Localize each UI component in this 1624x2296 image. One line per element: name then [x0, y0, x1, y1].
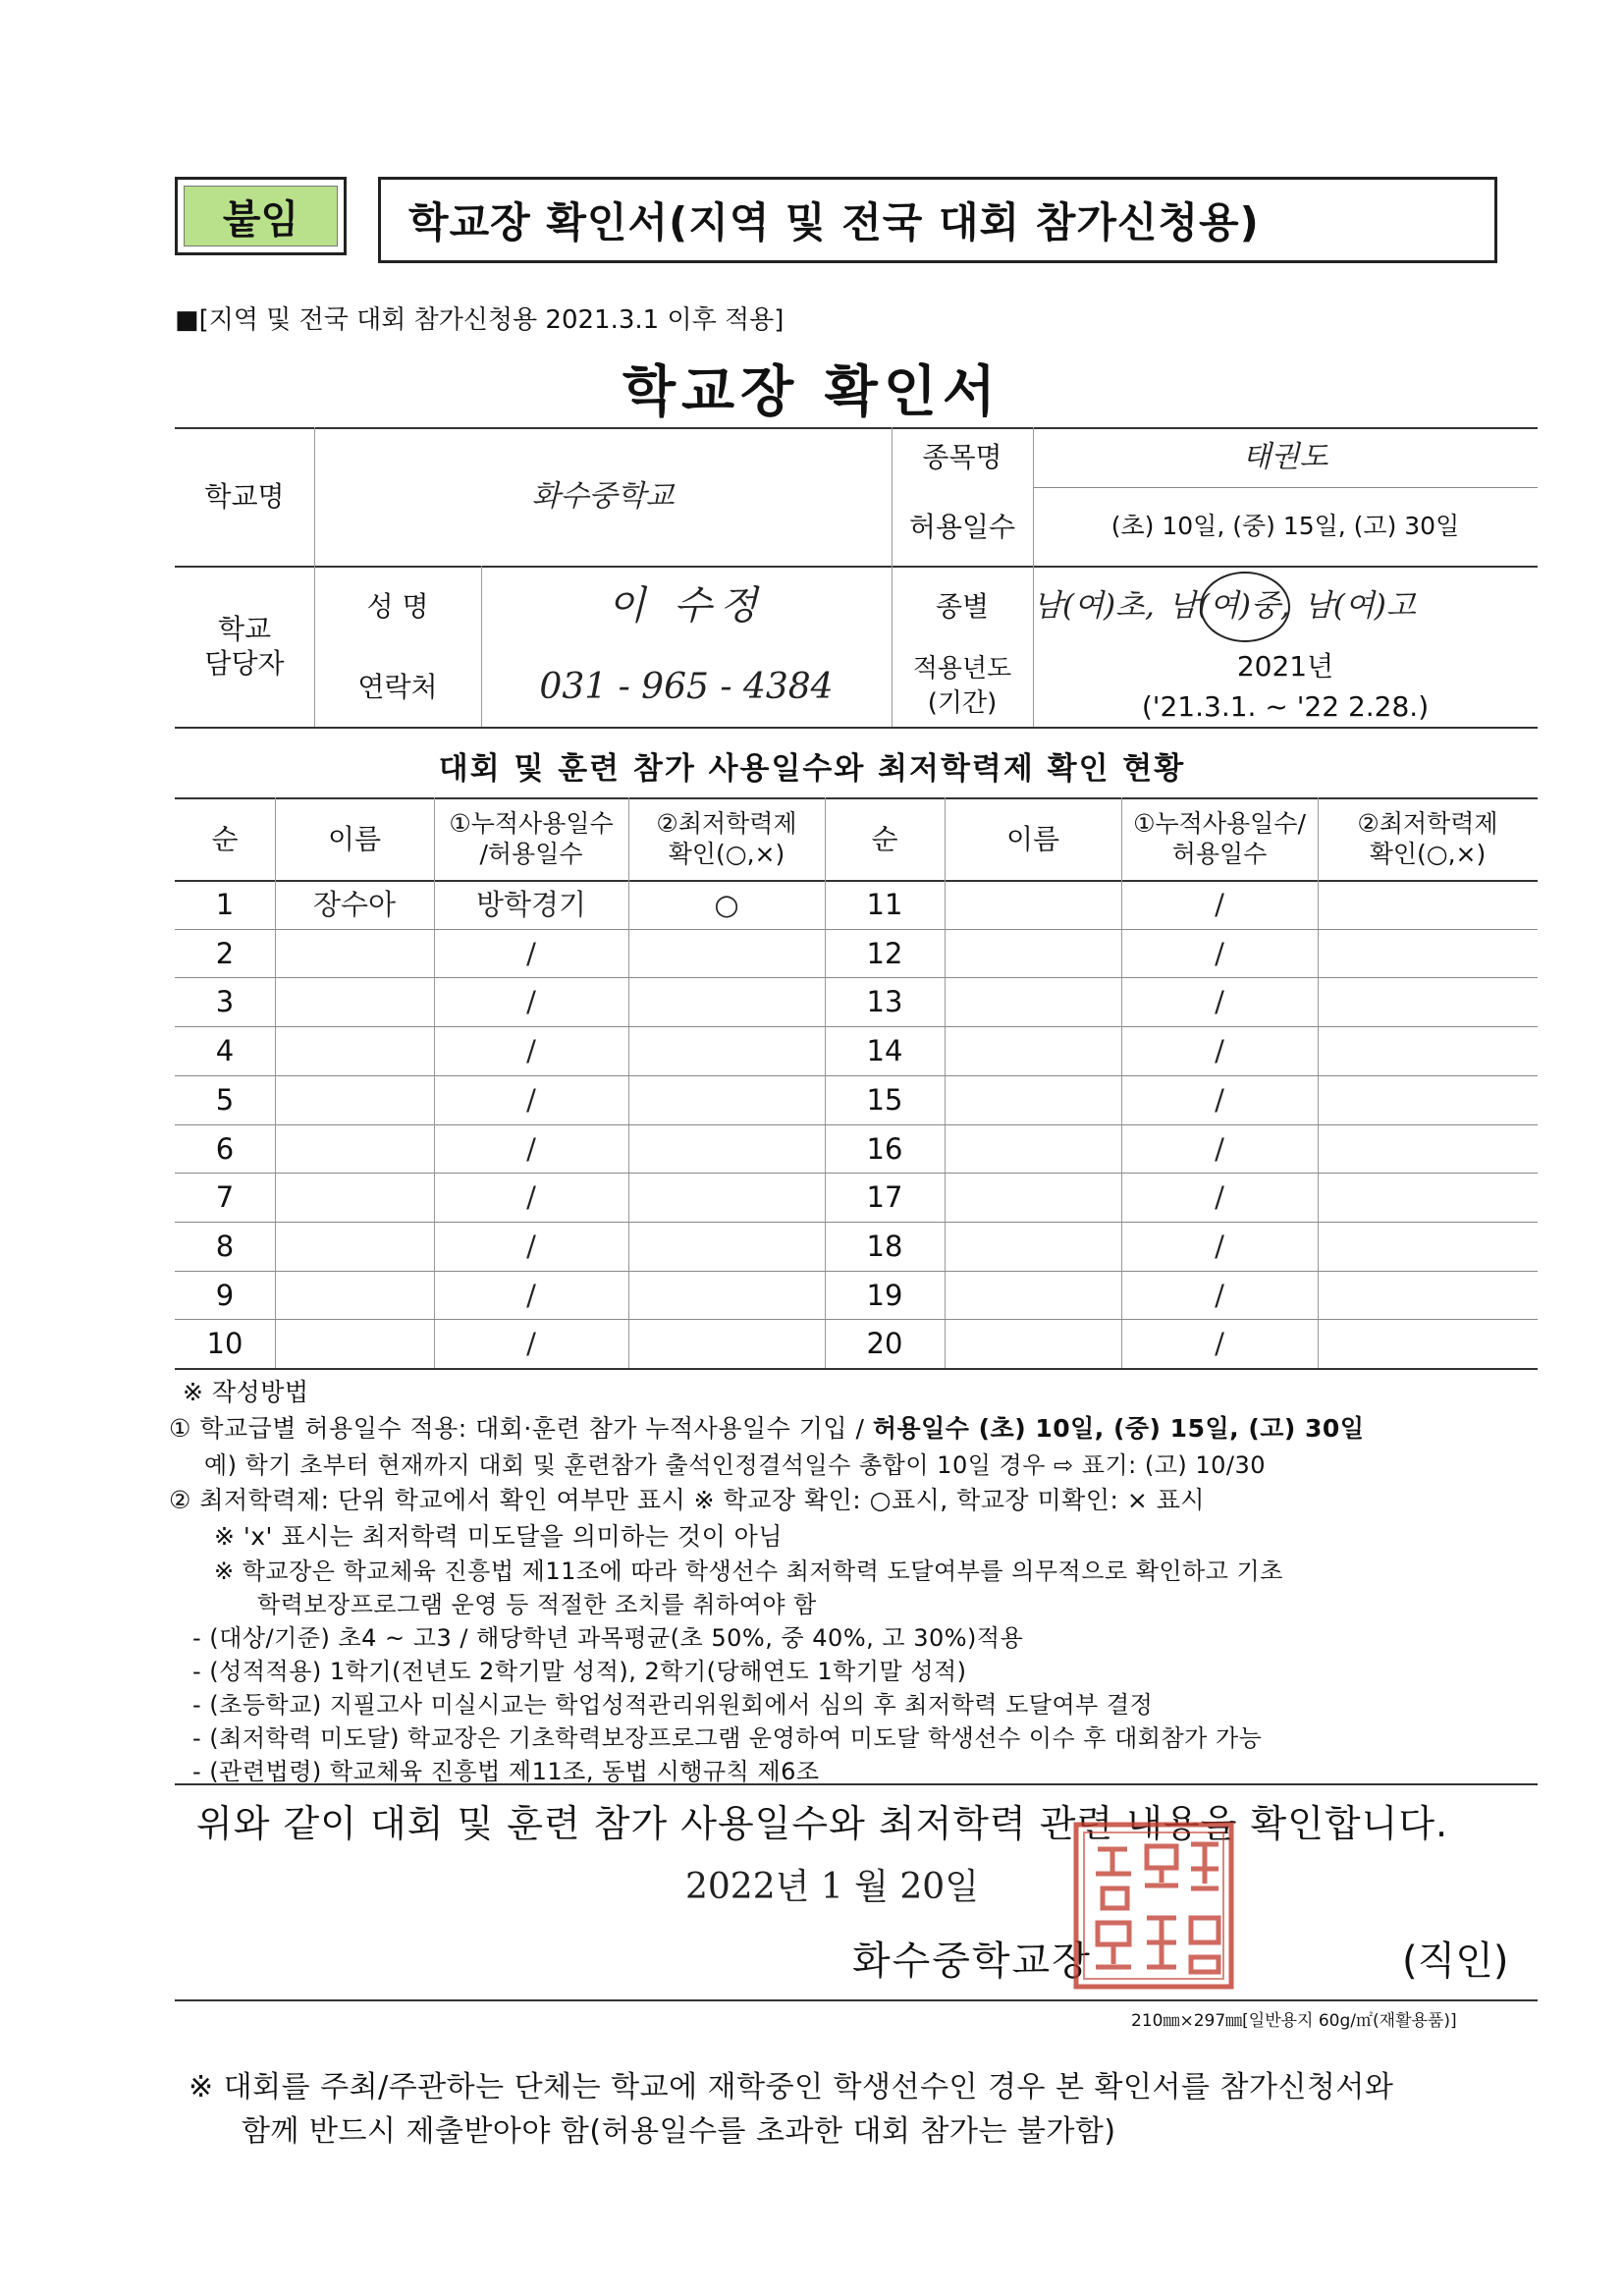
section-title: 대회 및 훈련 참가 사용일수와 최저학력제 확인 현황 [438, 751, 1186, 787]
instruction-line-11: - (관련법령) 학교체육 진흥법 제11조, 동법 시행규칙 제6조 [192, 1758, 820, 1785]
cell-name-right [945, 1222, 1121, 1271]
cell-days-right: / [1215, 887, 1224, 921]
cell-seq-right: 19 [866, 1278, 903, 1312]
cell-seq-right: 16 [866, 1131, 903, 1166]
cell-seq-right: 14 [866, 1033, 903, 1067]
staff-name-value: 이 수정 [607, 583, 766, 629]
cell-seq-left: 10 [206, 1326, 244, 1360]
official-seal-label: (직인) [1402, 1939, 1509, 1984]
cell-name-right [945, 1319, 1121, 1368]
staff-label: 학교 담당자 [204, 613, 285, 680]
gender-circle-mark [1200, 572, 1290, 642]
attachment-tag [175, 177, 347, 255]
cell-check-left [628, 1271, 825, 1320]
cell-check-right [1318, 977, 1538, 1026]
instruction-line-7: - (대상/기준) 초4 ~ 고3 / 해당학년 과목평균(초 50%, 중 40%, 고 30%)적용 [192, 1624, 1024, 1652]
sport-value: 태권도 [1242, 439, 1328, 474]
cell-name-left [275, 1124, 434, 1174]
confirmation-statement: 위와 같이 대회 및 훈련 참가 사용일수와 최저학력 관련 내용을 확인합니다. [196, 1802, 1449, 1845]
cell-days-right: / [1215, 1131, 1224, 1166]
cell-seq-left: 4 [215, 1033, 235, 1067]
header-seq-right: 순 [871, 822, 898, 855]
cell-days-right: / [1215, 1033, 1224, 1067]
cell-name-right [945, 1026, 1121, 1075]
cell-name-left [275, 1075, 434, 1124]
attachment-tag-label: 붙임 [184, 186, 338, 246]
principal-signature: 화수중학교장 [852, 1939, 1092, 1984]
cell-name-left [275, 1173, 434, 1222]
cell-days-left: / [526, 1278, 536, 1312]
instruction-line-4: ※ 'x' 표시는 최저학력 미도달을 의미하는 것이 아님 [214, 1522, 783, 1551]
instruction-line-3: ② 최저학력제: 단위 학교에서 확인 여부만 표시 ※ 학교장 확인: ○표시, 학교장 미확인: × 표시 [169, 1486, 1206, 1514]
cell-name-right [945, 1173, 1121, 1222]
cell-days-right: / [1215, 984, 1224, 1018]
paper-spec: 210㎜×297㎜[일반용지 60g/㎡(재활용품)] [1131, 2011, 1457, 2031]
cell-seq-left: 9 [215, 1278, 235, 1312]
cell-days-left: / [526, 1131, 536, 1166]
cell-name-left [275, 1319, 434, 1368]
cell-seq-right: 12 [866, 936, 903, 970]
cell-check-left [628, 977, 825, 1026]
cell-days-left: / [526, 1326, 536, 1360]
document-header-title: 학교장 확인서(지역 및 전국 대회 참가신청용) [378, 177, 1497, 263]
footer-line-1: ※ 대회를 주최/주관하는 단체는 학교에 재학중인 학생선수인 경우 본 확인서를 참가신청서와 [189, 2070, 1394, 2105]
footer-line-2: 함께 반드시 제출받아야 함(허용일수를 초과한 대회 참가는 불가함) [242, 2114, 1116, 2149]
cell-name-left [275, 1026, 434, 1075]
cell-name-right [945, 977, 1121, 1026]
cell-check-right [1318, 1319, 1538, 1368]
cell-seq-right: 17 [866, 1179, 903, 1214]
allowed-days-value: (초) 10일, (중) 15일, (고) 30일 [1110, 512, 1460, 541]
cell-seq-left: 5 [215, 1082, 235, 1117]
header-check-right: ②최저학력제 확인(○,×) [1357, 808, 1498, 868]
cell-name-left [275, 929, 434, 978]
cell-name-right [945, 1124, 1121, 1174]
cell-check-left [628, 1319, 825, 1368]
cell-name-right [945, 880, 1121, 929]
cell-check-left [628, 1075, 825, 1124]
cell-days-right: / [1215, 1326, 1224, 1360]
cell-seq-right: 13 [866, 984, 903, 1018]
cell-check-right [1318, 1075, 1538, 1124]
cell-days-left: 방학경기 [475, 887, 587, 921]
school-name-label: 학교명 [204, 480, 285, 513]
page-title: 학교장 확인서 [622, 360, 1002, 424]
cell-days-right: / [1215, 1082, 1224, 1117]
cell-days-right: / [1215, 936, 1224, 970]
cell-check-right [1318, 1026, 1538, 1075]
cell-name-left [275, 1222, 434, 1271]
cell-seq-left: 7 [215, 1179, 235, 1214]
cell-days-right: / [1215, 1229, 1224, 1263]
year-period: ('21.3.1. ~ '22 2.28.) [1141, 690, 1430, 723]
cell-check-left [628, 1173, 825, 1222]
cell-days-left: / [526, 936, 536, 970]
instruction-line-1b: 허용일수 (초) 10일, (중) 15일, (고) 30일 [872, 1414, 1365, 1443]
cell-check-left [628, 1124, 825, 1174]
instruction-line-8: - (성적적용) 1학기(전년도 2학기말 성적), 2학기(당해연도 1학기말 성적) [192, 1658, 967, 1685]
cell-days-left: / [526, 984, 536, 1018]
cell-check-right [1318, 929, 1538, 978]
header-days-left: ①누적사용일수 /허용일수 [449, 808, 614, 868]
instruction-line-9: - (초등학교) 지필고사 미실시교는 학업성적관리위원회에서 심의 후 최저학력 도달여부 결정 [192, 1691, 1154, 1719]
allowed-days-label: 허용일수 [908, 510, 1016, 543]
cell-days-left: / [526, 1179, 536, 1214]
header-days-right: ①누적사용일수/ 허용일수 [1133, 808, 1306, 868]
cell-days-right: / [1215, 1179, 1224, 1214]
contact-label: 연락처 [357, 670, 438, 703]
cell-days-right: / [1215, 1278, 1224, 1312]
staff-name-label: 성 명 [366, 589, 429, 623]
cell-seq-right: 15 [866, 1082, 903, 1117]
cell-seq-left: 2 [215, 936, 235, 970]
cell-name-left: 장수아 [312, 887, 397, 921]
year-value: 2021년 [1236, 650, 1334, 683]
cell-check-right [1318, 1222, 1538, 1271]
cell-days-left: / [526, 1033, 536, 1067]
confirmation-date: 2022년 1 월 20일 [685, 1867, 979, 1907]
school-name-value: 화수중학교 [531, 478, 675, 514]
cell-name-right [945, 929, 1121, 978]
year-label: 적용년도 (기간) [912, 653, 1012, 718]
cell-seq-left: 8 [215, 1229, 235, 1263]
cell-name-right [945, 1271, 1121, 1320]
instruction-line-1 [169, 1409, 1364, 1445]
instructions-heading: ※ 작성방법 [183, 1378, 309, 1406]
instruction-line-5: ※ 학교장은 학교체육 진흥법 제11조에 따라 학생선수 최저학력 도달여부를 의무적으로 확인하고 기초 [214, 1558, 1283, 1585]
instruction-line-2: 예) 학기 초부터 현재까지 대회 및 훈련참가 출석인정결석일수 총합이 10일 경우 ⇨ 표기: (고) 10/30 [204, 1451, 1267, 1479]
cell-check-right [1318, 1124, 1538, 1174]
cell-name-left [275, 1271, 434, 1320]
contact-value: 031 - 965 - 4384 [539, 666, 834, 707]
gender-elementary: 남(여)초, [1033, 587, 1155, 624]
cell-seq-right: 20 [866, 1326, 903, 1360]
cell-seq-right: 18 [866, 1229, 903, 1263]
cell-days-left: / [526, 1229, 536, 1263]
instruction-line-10: - (최저학력 미도달) 학교장은 기초학력보장프로그램 운영하여 미도달 학생선수 이수 후 대회참가 가능 [192, 1724, 1263, 1752]
cell-seq-left: 6 [215, 1131, 235, 1166]
cell-seq-left: 3 [215, 984, 235, 1018]
cell-check-right [1318, 1173, 1538, 1222]
cell-check-left [628, 929, 825, 978]
cell-check-left [628, 1222, 825, 1271]
gender-label: 종별 [935, 589, 990, 623]
header-seq-left: 순 [211, 822, 239, 855]
gender-high: 남(여)고 [1303, 587, 1416, 624]
document-subtitle: ■[지역 및 전국 대회 참가신청용 2021.3.1 이후 적용] [175, 305, 785, 335]
cell-days-left: / [526, 1082, 536, 1117]
header-check-left: ②최저학력제 확인(○,×) [656, 808, 797, 868]
cell-check-left: ○ [714, 887, 739, 921]
cell-check-right [1318, 1271, 1538, 1320]
instruction-line-6: 학력보장프로그램 운영 등 적절한 조치를 취하여야 함 [257, 1591, 817, 1618]
cell-seq-left: 1 [215, 887, 235, 921]
header-name-left: 이름 [327, 822, 382, 855]
cell-seq-right: 11 [866, 887, 903, 921]
cell-check-left [628, 1026, 825, 1075]
cell-check-right [1318, 880, 1538, 929]
instruction-line-1a: ① 학교급별 허용일수 적용: 대회·훈련 참가 누적사용일수 기입 / [169, 1414, 873, 1443]
cell-name-left [275, 977, 434, 1026]
official-seal-stamp [1068, 1815, 1240, 1996]
header-name-right: 이름 [1005, 822, 1060, 855]
cell-name-right [945, 1075, 1121, 1124]
sport-label: 종목명 [922, 441, 1002, 473]
gender-middle: 남(여)중, [1167, 587, 1290, 624]
